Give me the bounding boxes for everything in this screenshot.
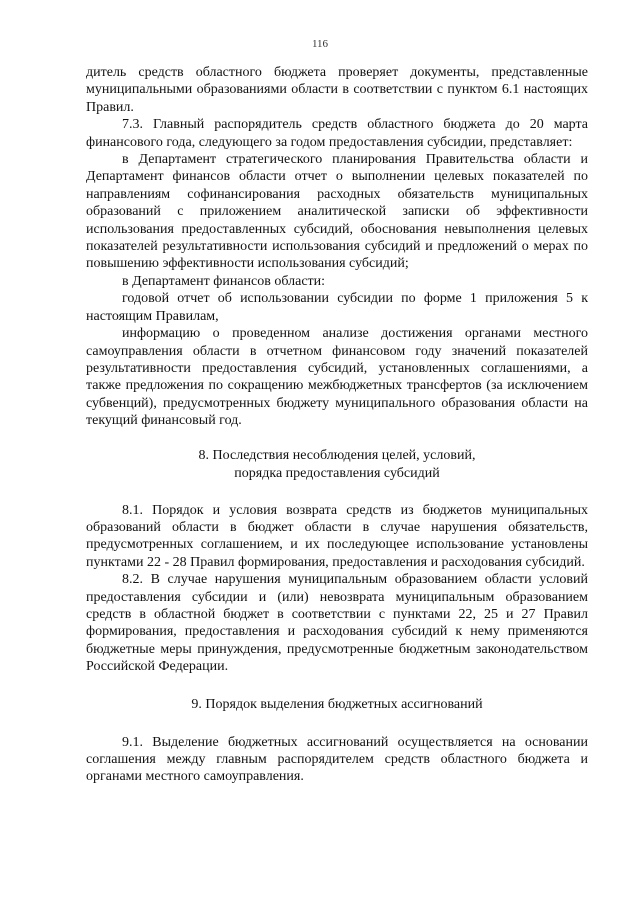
section-8-title-line2: порядка предоставления субсидий [234, 465, 440, 481]
paragraph-8-2: 8.2. В случае нарушения муниципальным образованием области условий предоставления субсидии и (или) невозврата муниципальным образованием средств в областной бюджет в соответствии с пунктами 22, 25 и 27 Правил формирования, предоставления и расходования субсидий к нему применяются бюджетные меры принуждения, предусмотренные бюджетным законодательством Российской Федерации. [86, 572, 588, 675]
paragraph-analysis-info: информацию о проведенном анализе достижения органами местного самоуправления области в отчетном финансовом году значений показателей результативности предоставления субсидий, установленных соглашениями, а также предложения по сокращению межбюджетных трансфертов (за исключением субвенций), предусмотренных бюджету муниципального образования области на текущий финансовый год. [86, 326, 588, 429]
paragraph-8-1: 8.1. Порядок и условия возврата средств из бюджетов муниципальных образований области в бюджет области в случае нарушения обязательств, предусмотренных соглашением, и их последующее использование установлены пунктами 22 - 28 Правил формирования, предоставления и расходования субсидий. [86, 502, 588, 570]
document-body [86, 64, 588, 786]
paragraph-finance-department: в Департамент финансов области: [122, 273, 326, 289]
section-9-title: 9. Порядок выделения бюджетных ассигнований [191, 696, 483, 712]
paragraph-7-3: 7.3. Главный распорядитель средств областного бюджета до 20 марта финансового года, следующего за годом предоставления субсидии, представляет: [86, 117, 588, 150]
paragraph-annual-report: годовой отчет об использовании субсидии по форме 1 приложения 5 к настоящим Правилам, [86, 291, 588, 324]
paragraph-9-1: 9.1. Выделение бюджетных ассигнований осуществляется на основании соглашения между главным распорядителем средств областного бюджета и органами местного самоуправления. [86, 734, 588, 785]
section-8-title-line1: 8. Последствия несоблюдения целей, условий, [198, 447, 476, 463]
page-number: 116 [311, 38, 329, 50]
paragraph-continuation: дитель средств областного бюджета проверяет документы, представленные муниципальными образованиями области в соответствии с пунктом 6.1 настоящих Правил. [86, 65, 588, 115]
paragraph-report-departments: в Департамент стратегического планирования Правительства области и Департамент финансов области отчет о выполнении целевых показателей по направлениям софинансирования расходных обязательств муниципальных образований с приложением аналитической записки об эффективности использования предоставленных субсидий, обоснования невыполнения целевых показателей результативности использования субсидий и предложений о мерах по повышению эффективности использования субсидий; [86, 152, 588, 272]
